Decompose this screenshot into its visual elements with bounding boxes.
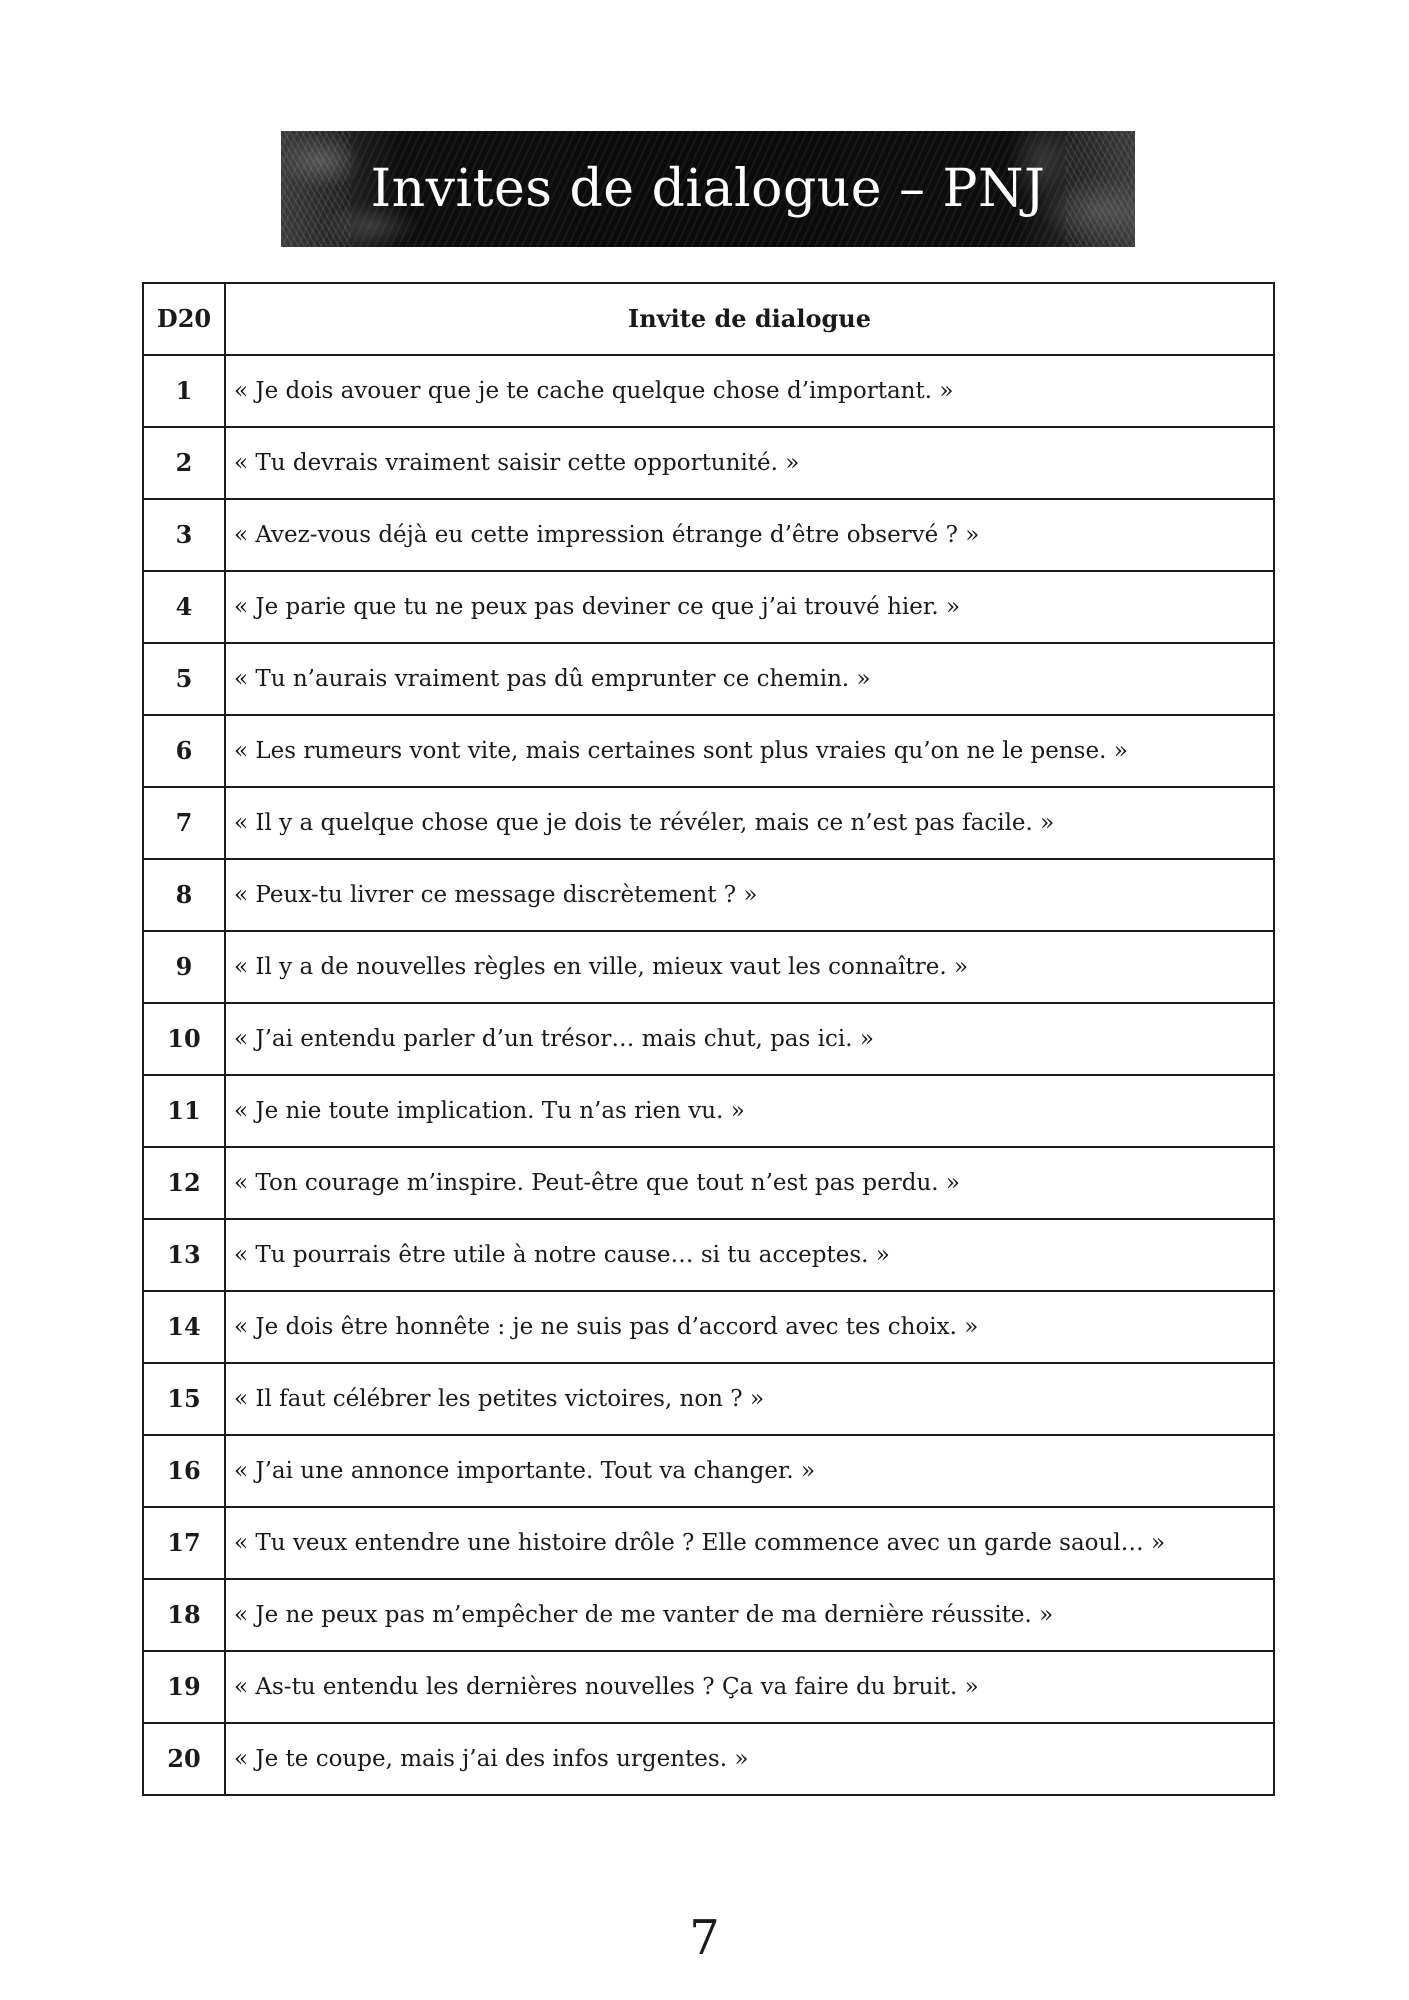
roll-number: 2 <box>143 427 225 499</box>
table-row <box>143 1219 1274 1291</box>
roll-number: 20 <box>143 1723 225 1795</box>
roll-number: 1 <box>143 355 225 427</box>
dialogue-prompt: « Je ne peux pas m’empêcher de me vanter de ma dernière réussite. » <box>225 1579 1274 1651</box>
dialogue-prompt: « Tu veux entendre une histoire drôle ? Elle commence avec un garde saoul… » <box>225 1507 1274 1579</box>
roll-number: 13 <box>143 1219 225 1291</box>
table-row <box>143 931 1274 1003</box>
dialogue-prompt: « Je nie toute implication. Tu n’as rien vu. » <box>225 1075 1274 1147</box>
roll-number: 3 <box>143 499 225 571</box>
roll-number: 18 <box>143 1579 225 1651</box>
page-number: 7 <box>689 1910 720 1966</box>
dialogue-prompt: « Je dois être honnête : je ne suis pas d’accord avec tes choix. » <box>225 1291 1274 1363</box>
dialogue-prompt: « Je parie que tu ne peux pas deviner ce que j’ai trouvé hier. » <box>225 571 1274 643</box>
roll-number: 16 <box>143 1435 225 1507</box>
roll-number: 6 <box>143 715 225 787</box>
table-row <box>143 787 1274 859</box>
table-row <box>143 1075 1274 1147</box>
table-header-row <box>143 283 1274 355</box>
roll-number: 8 <box>143 859 225 931</box>
table-row <box>143 1363 1274 1435</box>
dialogue-prompt: « Avez-vous déjà eu cette impression étrange d’être observé ? » <box>225 499 1274 571</box>
dialogue-prompt: « Tu n’aurais vraiment pas dû emprunter ce chemin. » <box>225 643 1274 715</box>
page-title: Invites de dialogue – PNJ <box>370 159 1046 219</box>
dialogue-prompt: « Les rumeurs vont vite, mais certaines sont plus vraies qu’on ne le pense. » <box>225 715 1274 787</box>
table-row <box>143 859 1274 931</box>
roll-number: 17 <box>143 1507 225 1579</box>
roll-number: 12 <box>143 1147 225 1219</box>
roll-number: 9 <box>143 931 225 1003</box>
dialogue-prompt: « Peux-tu livrer ce message discrètement ? » <box>225 859 1274 931</box>
table-row <box>143 1507 1274 1579</box>
roll-number: 4 <box>143 571 225 643</box>
table-row <box>143 427 1274 499</box>
table-row <box>143 571 1274 643</box>
dialogue-prompt-table <box>142 282 1275 1796</box>
roll-number: 5 <box>143 643 225 715</box>
table-row <box>143 1147 1274 1219</box>
header-prompt: Invite de dialogue <box>225 283 1274 355</box>
table-row <box>143 1579 1274 1651</box>
dialogue-prompt: « J’ai entendu parler d’un trésor… mais chut, pas ici. » <box>225 1003 1274 1075</box>
table-row <box>143 1723 1274 1795</box>
table-row <box>143 1435 1274 1507</box>
table-row <box>143 499 1274 571</box>
roll-number: 19 <box>143 1651 225 1723</box>
roll-number: 14 <box>143 1291 225 1363</box>
roll-number: 11 <box>143 1075 225 1147</box>
table-row <box>143 715 1274 787</box>
table-row <box>143 1003 1274 1075</box>
banner-texture-right <box>1065 131 1135 247</box>
dialogue-prompt: « As-tu entendu les dernières nouvelles ? Ça va faire du bruit. » <box>225 1651 1274 1723</box>
dialogue-prompt: « Il y a de nouvelles règles en ville, mieux vaut les connaître. » <box>225 931 1274 1003</box>
dialogue-prompt: « Tu devrais vraiment saisir cette opportunité. » <box>225 427 1274 499</box>
roll-number: 10 <box>143 1003 225 1075</box>
dialogue-prompt: « Tu pourrais être utile à notre cause… si tu acceptes. » <box>225 1219 1274 1291</box>
table-row <box>143 1651 1274 1723</box>
title-banner <box>281 131 1135 247</box>
table-row <box>143 643 1274 715</box>
dialogue-prompt: « Il y a quelque chose que je dois te révéler, mais ce n’est pas facile. » <box>225 787 1274 859</box>
roll-number: 15 <box>143 1363 225 1435</box>
dialogue-prompt: « J’ai une annonce importante. Tout va changer. » <box>225 1435 1274 1507</box>
dialogue-prompt: « Je dois avouer que je te cache quelque chose d’important. » <box>225 355 1274 427</box>
roll-number: 7 <box>143 787 225 859</box>
banner-texture-left <box>281 131 351 247</box>
table-row <box>143 1291 1274 1363</box>
dialogue-prompt: « Je te coupe, mais j’ai des infos urgentes. » <box>225 1723 1274 1795</box>
table-body <box>143 355 1274 1795</box>
dialogue-prompt: « Il faut célébrer les petites victoires, non ? » <box>225 1363 1274 1435</box>
table-row <box>143 355 1274 427</box>
header-die: D20 <box>143 283 225 355</box>
dialogue-prompt: « Ton courage m’inspire. Peut-être que tout n’est pas perdu. » <box>225 1147 1274 1219</box>
